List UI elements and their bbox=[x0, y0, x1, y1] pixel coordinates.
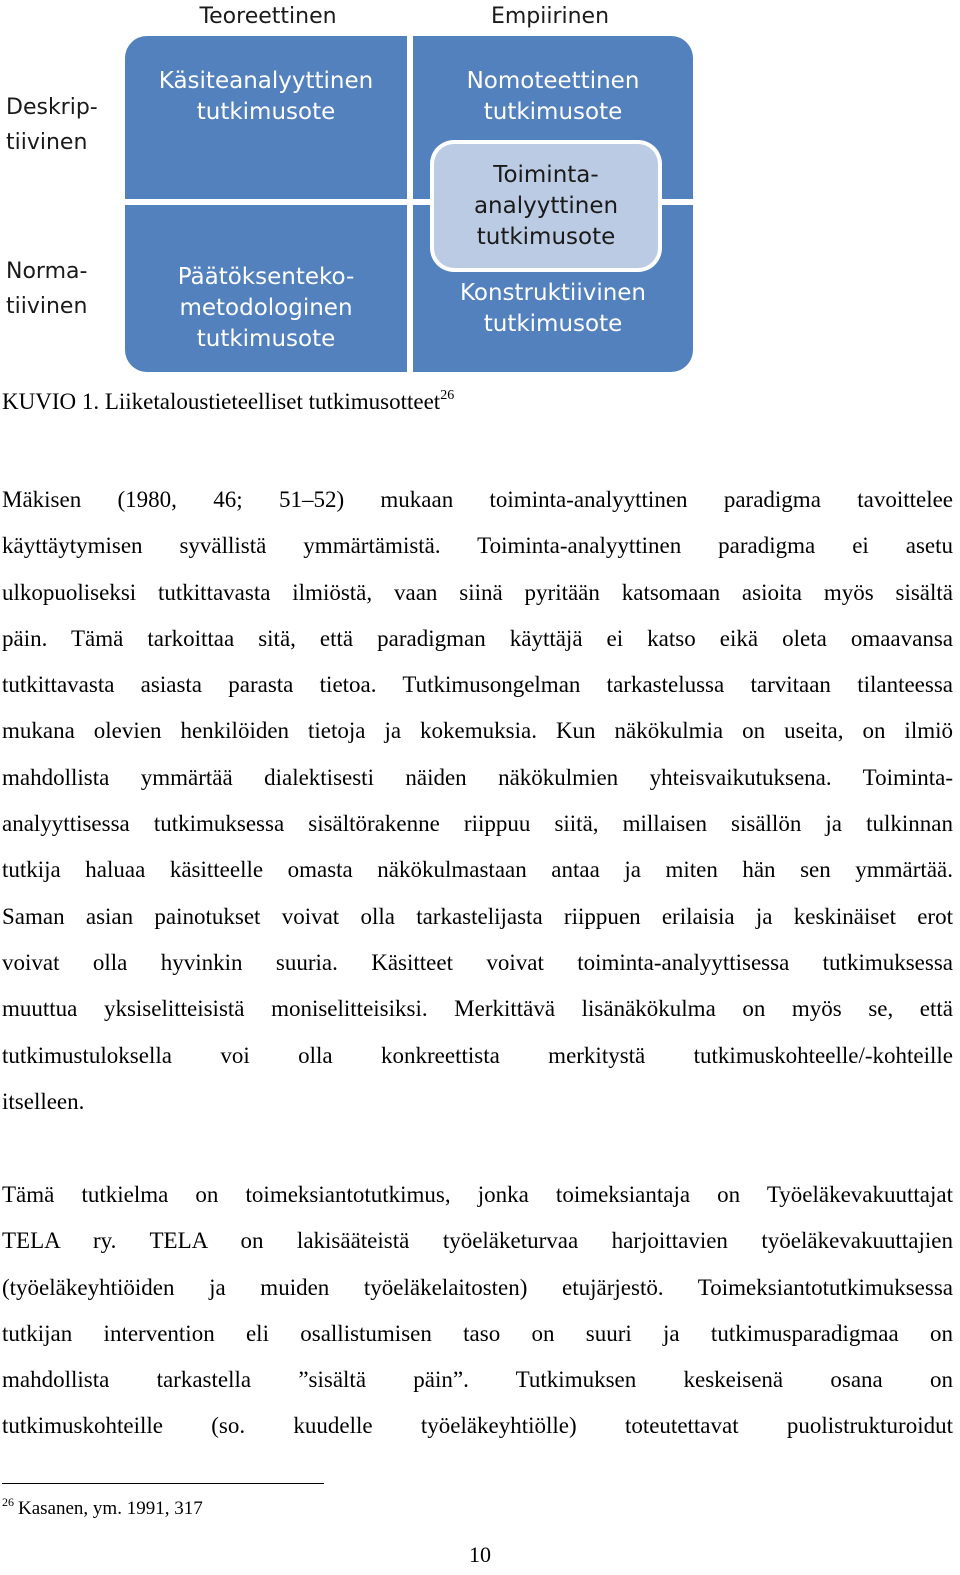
paragraph-1-line: Saman asian painotukset voivat olla tarkastelijasta riippuen erilaisia ja keskinäiset erot bbox=[2, 903, 953, 929]
paragraph-2-line: tutkijan intervention eli osallistumisen taso on suuri ja tutkimusparadigmaa on bbox=[2, 1320, 953, 1346]
cell-conceptual-line2: tutkimusote bbox=[196, 99, 336, 125]
cell-constructive-line2: tutkimusote bbox=[483, 311, 623, 337]
cell-nomothetic bbox=[413, 66, 693, 128]
paragraph-1-line: voivat olla hyvinkin suuria. Käsitteet voivat toiminta-analyyttisessa tutkimuksessa bbox=[2, 949, 953, 975]
figure-caption bbox=[2, 388, 454, 415]
footnote-separator bbox=[2, 1483, 324, 1484]
cell-decision-line2: metodologinen bbox=[179, 295, 353, 321]
paragraph-1-line: itselleen. bbox=[2, 1088, 85, 1114]
cell-decision-line3: tutkimusote bbox=[196, 326, 336, 352]
cell-decision-line1: Päätöksenteko- bbox=[177, 264, 355, 290]
paragraph-2-line: tutkimuskohteille (so. kuudelle työeläkeyhtiölle) toteutettavat puolistrukturoidut bbox=[2, 1413, 953, 1439]
cell-constructive-line1: Konstruktiivinen bbox=[459, 280, 647, 306]
cell-decision-methodological bbox=[125, 262, 407, 355]
action-analytic-overlay bbox=[430, 140, 662, 272]
row-header-normative-line1: Norma- bbox=[6, 259, 88, 284]
row-header-normative bbox=[6, 254, 116, 324]
figure-caption-text: KUVIO 1. Liiketaloustieteelliset tutkimusotteet bbox=[2, 389, 441, 414]
paragraph-1-line: käyttäytymisen syvällistä ymmärtämistä. Toiminta-analyyttinen paradigma ei asetu bbox=[2, 533, 953, 559]
paragraph-1-line: mahdollista ymmärtää dialektisesti näiden näkökulmien yhteisvaikutuksena. Toiminta- bbox=[2, 764, 953, 790]
paragraph-1 bbox=[2, 477, 953, 1125]
cell-conceptual-line1: Käsiteanalyyttinen bbox=[158, 68, 374, 94]
paragraph-1-line: tutkija haluaa käsitteelle omasta näkökulmastaan antaa ja miten hän sen ymmärtää. bbox=[2, 857, 953, 883]
row-header-descriptive bbox=[6, 90, 116, 160]
cell-nomothetic-line2: tutkimusote bbox=[483, 99, 623, 125]
row-header-descriptive-line2: tiivinen bbox=[6, 130, 88, 155]
matrix-divider-horizontal-left bbox=[125, 199, 407, 205]
footnote bbox=[2, 1495, 203, 1520]
cell-constructive bbox=[413, 278, 693, 340]
paragraph-1-line: analyyttisessa tutkimuksessa sisältörakenne riippuu siitä, millaisen sisällön ja tulkinnan bbox=[2, 811, 953, 837]
research-approaches-figure bbox=[0, 0, 700, 380]
paragraph-2 bbox=[2, 1172, 953, 1450]
cell-nomothetic-line1: Nomoteettinen bbox=[466, 68, 640, 94]
page-number: 10 bbox=[469, 1542, 491, 1567]
column-header-theoretical: Teoreettinen bbox=[199, 4, 337, 29]
paragraph-2-line: (työeläkeyhtiöiden ja muiden työeläkelaitosten) etujärjestö. Toimeksiantotutkimuksessa bbox=[2, 1274, 953, 1300]
row-header-normative-line2: tiivinen bbox=[6, 294, 88, 319]
footnote-number: 26 bbox=[2, 1495, 14, 1509]
cell-action-line1: Toiminta- bbox=[493, 161, 599, 188]
paragraph-1-line: mukana olevien henkilöiden tietoja ja kokemuksia. Kun näkökulmia on useita, on ilmiö bbox=[2, 718, 953, 744]
action-analytic-box bbox=[434, 144, 658, 268]
paragraph-1-line: päin. Tämä tarkoittaa sitä, että paradigman käyttäjä ei katso eikä oleta omaavansa bbox=[2, 625, 953, 651]
column-header-empirical: Empiirinen bbox=[490, 4, 610, 29]
cell-conceptual-analytic bbox=[125, 66, 407, 128]
paragraph-2-line: Tämä tutkielma on toimeksiantotutkimus, jonka toimeksiantaja on Työeläkevakuuttajat bbox=[2, 1182, 953, 1207]
paragraph-1-line: tutkittavasta asiasta parasta tietoa. Tutkimusongelman tarkastelussa tarvitaan tilanteessa bbox=[2, 672, 953, 698]
paragraph-1-line: tutkimustuloksella voi olla konkreettista merkitystä tutkimuskohteelle/-kohteille bbox=[2, 1042, 953, 1068]
paragraph-1-line: ulkopuoliseksi tutkittavasta ilmiöstä, vaan siinä pyritään katsomaan asioita myös sisältä bbox=[2, 579, 953, 605]
paragraph-1-line: Mäkisen (1980, 46; 51–52) mukaan toiminta-analyyttinen paradigma tavoittelee bbox=[2, 487, 953, 512]
paragraph-2-line: TELA ry. TELA on lakisääteistä työeläketurvaa harjoittavien työeläkevakuuttajien bbox=[2, 1228, 953, 1254]
cell-action-line3: tutkimusote bbox=[476, 223, 616, 250]
footnote-text: Kasanen, ym. 1991, 317 bbox=[18, 1498, 203, 1519]
row-header-descriptive-line1: Deskrip- bbox=[6, 95, 98, 120]
footnote-reference: 26 bbox=[440, 388, 455, 403]
paragraph-2-line: mahdollista tarkastella ”sisältä päin”. Tutkimuksen keskeisenä osana on bbox=[2, 1367, 953, 1393]
paragraph-1-line: muuttua yksiselitteisistä moniselitteisiksi. Merkittävä lisänäkökulma on myös se, että bbox=[2, 996, 953, 1022]
cell-action-line2: analyyttinen bbox=[473, 192, 619, 219]
